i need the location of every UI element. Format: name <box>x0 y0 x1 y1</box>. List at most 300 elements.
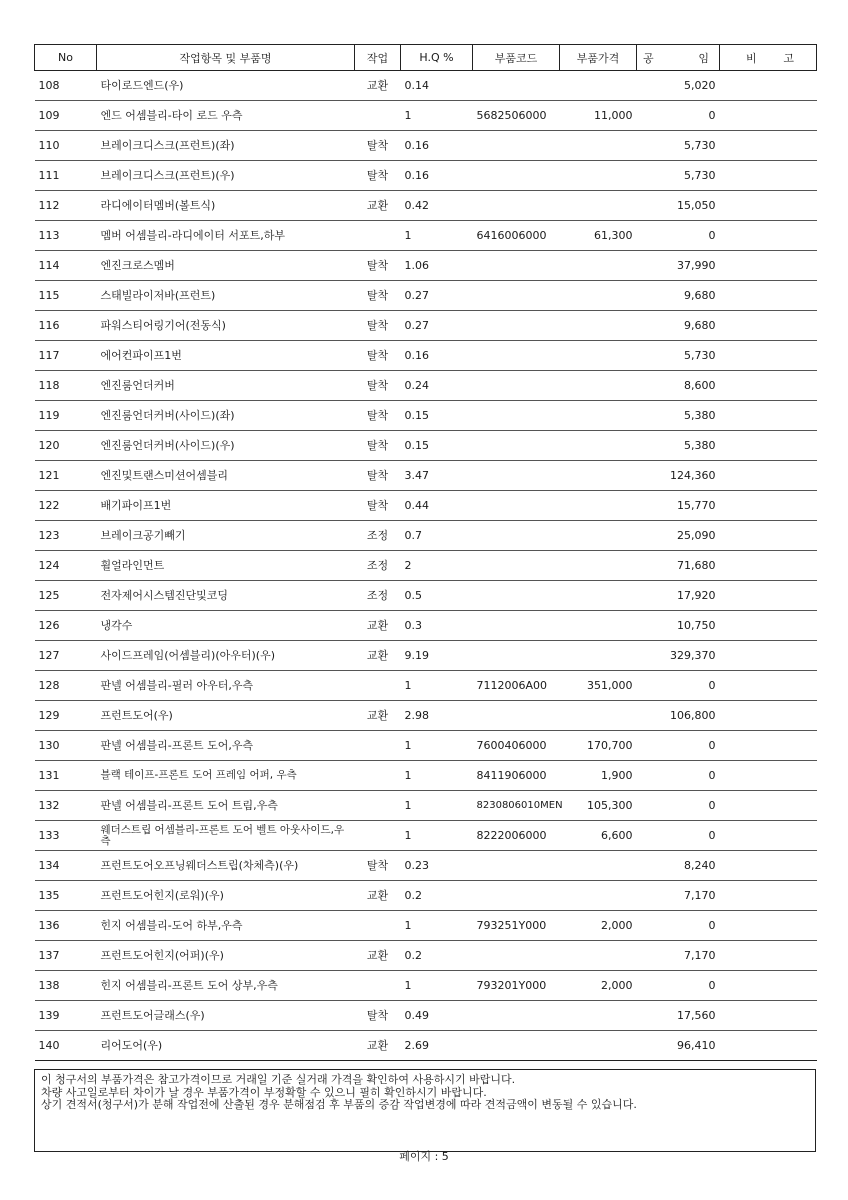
cell-code <box>473 281 560 311</box>
cell-item: 멤버 어셈블리-라디에이터 서포트,하부 <box>100 229 285 242</box>
cell-work <box>355 761 401 791</box>
cell-note <box>720 371 817 401</box>
cell-hq: 0.42 <box>404 199 429 212</box>
cell-no: 122 <box>38 499 60 512</box>
cell-work: 탈착 <box>366 169 389 182</box>
cell-code <box>473 491 560 521</box>
table-row <box>35 371 817 401</box>
cell-price: 105,300 <box>587 799 633 812</box>
cell-no: 119 <box>38 409 60 422</box>
cell-work: 교환 <box>366 619 389 632</box>
cell-price <box>560 611 637 641</box>
cell-price <box>560 941 637 971</box>
cell-work <box>355 911 401 941</box>
cell-no: 111 <box>38 169 60 182</box>
cell-work <box>355 221 401 251</box>
cell-code <box>473 461 560 491</box>
cell-code <box>473 701 560 731</box>
cell-item: 스태빌라이저바(프런트) <box>100 289 216 302</box>
cell-code <box>473 641 560 671</box>
cell-note <box>720 71 817 101</box>
table-row <box>35 911 817 941</box>
cell-item: 브레이크디스크(프런트)(우) <box>100 169 235 182</box>
table-row <box>35 431 817 461</box>
cell-note <box>720 761 817 791</box>
cell-item: 힌지 어셈블리-도어 하부,우측 <box>100 919 243 932</box>
cell-hq: 0.7 <box>404 529 422 542</box>
cell-work: 탈착 <box>366 319 389 332</box>
cell-no: 131 <box>38 769 60 782</box>
cell-labor: 9,680 <box>684 319 716 332</box>
cell-price: 170,700 <box>587 739 633 752</box>
cell-code <box>473 581 560 611</box>
cell-item: 에어컨파이프1번 <box>100 349 182 362</box>
cell-item: 블랙 테이프-프론트 도어 프레임 어퍼, 우측 <box>100 769 297 781</box>
table-row <box>35 101 817 131</box>
cell-note <box>720 1001 817 1031</box>
cell-note <box>720 101 817 131</box>
table-row <box>35 671 817 701</box>
cell-no: 134 <box>38 859 60 872</box>
cell-item: 프런트도어글래스(우) <box>100 1009 205 1022</box>
cell-no: 139 <box>38 1009 60 1022</box>
cell-code: 8411906000 <box>476 769 547 782</box>
cell-hq: 0.14 <box>404 79 429 92</box>
cell-note <box>720 641 817 671</box>
cell-price: 2,000 <box>601 919 633 932</box>
cell-labor: 106,800 <box>670 709 716 722</box>
cell-item: 배기파이프1번 <box>100 499 172 512</box>
cell-labor: 5,730 <box>684 349 716 362</box>
cell-work <box>355 671 401 701</box>
cell-hq: 1 <box>404 109 412 122</box>
cell-work: 교환 <box>366 79 389 92</box>
cell-note <box>720 131 817 161</box>
table-row <box>35 251 817 281</box>
cell-work: 교환 <box>366 1039 389 1052</box>
cell-note <box>720 461 817 491</box>
cell-no: 121 <box>38 469 60 482</box>
notice-line: 차량 사고일로부터 차이가 날 경우 부품가격이 부정확할 수 있으니 필히 확인하시기 바랍니다. <box>41 1085 487 1099</box>
cell-price <box>560 881 637 911</box>
header-work: 작업 <box>355 45 401 71</box>
table-row <box>35 311 817 341</box>
cell-item: 브레이크공기빼기 <box>100 529 186 542</box>
cell-hq: 0.15 <box>404 409 429 422</box>
cell-price <box>560 701 637 731</box>
cell-code <box>473 851 560 881</box>
cell-work <box>355 101 401 131</box>
table-row <box>35 731 817 761</box>
table-row <box>35 851 817 881</box>
cell-hq: 0.27 <box>404 289 429 302</box>
cell-price <box>560 851 637 881</box>
cell-code: 8222006000 <box>476 829 547 842</box>
cell-work: 탈착 <box>366 499 389 512</box>
cell-note <box>720 431 817 461</box>
cell-labor: 124,360 <box>670 469 716 482</box>
cell-price <box>560 71 637 101</box>
cell-labor: 7,170 <box>684 889 716 902</box>
cell-price <box>560 1031 637 1061</box>
table-row <box>35 161 817 191</box>
cell-price: 2,000 <box>601 979 633 992</box>
cell-labor: 37,990 <box>677 259 716 272</box>
cell-hq: 3.47 <box>404 469 429 482</box>
cell-no: 108 <box>38 79 60 92</box>
table-row <box>35 131 817 161</box>
cell-work: 교환 <box>366 709 389 722</box>
cell-note <box>720 581 817 611</box>
cell-note <box>720 281 817 311</box>
cell-no: 133 <box>38 829 60 842</box>
cell-no: 109 <box>38 109 60 122</box>
cell-work: 교환 <box>366 649 389 662</box>
cell-price <box>560 131 637 161</box>
header-labor-a: 공 <box>643 51 654 65</box>
cell-hq: 1 <box>404 799 412 812</box>
table-row <box>35 701 817 731</box>
cell-work: 조정 <box>366 589 389 602</box>
cell-labor: 0 <box>708 109 716 122</box>
cell-work <box>355 821 401 851</box>
cell-hq: 1 <box>404 919 412 932</box>
table-row <box>35 491 817 521</box>
cell-no: 138 <box>38 979 60 992</box>
cell-note <box>720 191 817 221</box>
cell-hq: 2 <box>404 559 412 572</box>
table-row <box>35 221 817 251</box>
cell-labor: 5,730 <box>684 169 716 182</box>
cell-item: 힌지 어셈블리-프론트 도어 상부,우측 <box>100 979 278 992</box>
cell-labor: 8,600 <box>684 379 716 392</box>
cell-hq: 2.98 <box>404 709 429 722</box>
cell-work: 탈착 <box>366 409 389 422</box>
cell-note <box>720 161 817 191</box>
cell-item: 엔드 어셈블리-타이 로드 우측 <box>100 109 243 122</box>
cell-code <box>473 371 560 401</box>
cell-labor: 15,770 <box>677 499 716 512</box>
cell-code <box>473 401 560 431</box>
cell-no: 110 <box>38 139 60 152</box>
cell-code: 793251Y000 <box>476 919 547 932</box>
cell-no: 125 <box>38 589 60 602</box>
cell-hq: 1 <box>404 229 412 242</box>
cell-no: 137 <box>38 949 60 962</box>
cell-price <box>560 581 637 611</box>
header-labor <box>637 45 720 71</box>
table-row <box>35 1031 817 1061</box>
cell-note <box>720 251 817 281</box>
cell-price <box>560 161 637 191</box>
cell-item: 판넬 어셈블리-필러 아우터,우측 <box>100 679 254 692</box>
cell-price <box>560 1001 637 1031</box>
header-code: 부품코드 <box>473 45 560 71</box>
table-row <box>35 791 817 821</box>
cell-item: 휠얼라인먼트 <box>100 559 165 572</box>
cell-code <box>473 941 560 971</box>
cell-no: 129 <box>38 709 60 722</box>
cell-note <box>720 521 817 551</box>
cell-hq: 0.2 <box>404 949 422 962</box>
cell-item: 리어도어(우) <box>100 1039 163 1052</box>
cell-note <box>720 791 817 821</box>
cell-code: 6416006000 <box>476 229 547 242</box>
notice-line: 상기 견적서(청구서)가 분해 작업전에 산출된 경우 분해점검 후 부품의 증감 작업변경에 따라 견적금액이 변동될 수 있습니다. <box>41 1098 637 1111</box>
cell-item: 웨더스트립 어셈블리-프론트 도어 벨트 아웃사이드,우측 <box>100 823 345 847</box>
cell-code: 7112006A00 <box>476 679 548 692</box>
cell-item: 프런트도어오프닝웨더스트립(차체측)(우) <box>100 859 299 872</box>
cell-hq: 0.16 <box>404 169 429 182</box>
cell-item: 판넬 어셈블리-프론트 도어,우측 <box>100 739 254 752</box>
cell-item: 사이드프레임(어셈블리)(아우터)(우) <box>100 649 276 662</box>
header-row <box>35 45 817 71</box>
cell-price: 11,000 <box>594 109 633 122</box>
cell-note <box>720 971 817 1001</box>
cell-item: 파워스티어링기어(전동식) <box>100 319 226 332</box>
cell-note <box>720 671 817 701</box>
cell-labor: 7,170 <box>684 949 716 962</box>
cell-no: 127 <box>38 649 60 662</box>
table-row <box>35 71 817 101</box>
cell-note <box>720 731 817 761</box>
table-row <box>35 521 817 551</box>
cell-note <box>720 221 817 251</box>
cell-item: 냉각수 <box>100 619 133 632</box>
cell-item: 엔진룸언더커버(사이드)(좌) <box>100 409 235 422</box>
cell-price: 351,000 <box>587 679 633 692</box>
cell-code <box>473 131 560 161</box>
header-note-a: 비 <box>746 51 757 65</box>
cell-labor: 71,680 <box>677 559 716 572</box>
cell-item: 엔진및트랜스미션어셈블리 <box>100 469 229 482</box>
cell-no: 120 <box>38 439 60 452</box>
table-row <box>35 641 817 671</box>
cell-hq: 0.44 <box>404 499 429 512</box>
cell-code <box>473 71 560 101</box>
cell-labor: 10,750 <box>677 619 716 632</box>
cell-code: 8230806010MEN <box>476 799 563 811</box>
table-row <box>35 971 817 1001</box>
table-row <box>35 191 817 221</box>
table-row <box>35 341 817 371</box>
cell-labor: 17,560 <box>677 1009 716 1022</box>
cell-code <box>473 1001 560 1031</box>
cell-work: 탈착 <box>366 259 389 272</box>
cell-price <box>560 641 637 671</box>
cell-no: 135 <box>38 889 60 902</box>
cell-item: 프런트도어힌지(로워)(우) <box>100 889 224 902</box>
estimate-table <box>34 44 817 1061</box>
cell-note <box>720 311 817 341</box>
cell-labor: 0 <box>708 739 716 752</box>
cell-note <box>720 491 817 521</box>
cell-hq: 0.27 <box>404 319 429 332</box>
cell-no: 132 <box>38 799 60 812</box>
header-hq: H.Q % <box>401 45 473 71</box>
cell-item: 엔진크로스멤버 <box>100 259 175 272</box>
cell-code <box>473 611 560 641</box>
header-item: 작업항목 및 부품명 <box>97 45 355 71</box>
cell-price: 6,600 <box>601 829 633 842</box>
cell-labor: 17,920 <box>677 589 716 602</box>
header-no: No <box>35 45 97 71</box>
cell-no: 114 <box>38 259 60 272</box>
cell-code <box>473 551 560 581</box>
cell-note <box>720 341 817 371</box>
cell-note <box>720 911 817 941</box>
cell-labor: 25,090 <box>677 529 716 542</box>
cell-work <box>355 971 401 1001</box>
cell-code: 5682506000 <box>476 109 547 122</box>
cell-work: 탈착 <box>366 139 389 152</box>
header-note <box>720 45 817 71</box>
cell-note <box>720 701 817 731</box>
cell-note <box>720 881 817 911</box>
cell-labor: 5,730 <box>684 139 716 152</box>
cell-no: 118 <box>38 379 60 392</box>
cell-no: 113 <box>38 229 60 242</box>
cell-price <box>560 551 637 581</box>
cell-hq: 0.16 <box>404 139 429 152</box>
cell-code <box>473 431 560 461</box>
cell-labor: 15,050 <box>677 199 716 212</box>
cell-labor: 96,410 <box>677 1039 716 1052</box>
cell-labor: 0 <box>708 769 716 782</box>
cell-code <box>473 251 560 281</box>
cell-work: 조정 <box>366 559 389 572</box>
cell-code: 793201Y000 <box>476 979 547 992</box>
cell-work <box>355 731 401 761</box>
notice-box <box>34 1069 816 1152</box>
header-price: 부품가격 <box>560 45 637 71</box>
cell-no: 136 <box>38 919 60 932</box>
cell-no: 126 <box>38 619 60 632</box>
cell-no: 112 <box>38 199 60 212</box>
cell-work: 탈착 <box>366 1009 389 1022</box>
header-note-b: 고 <box>783 51 794 65</box>
cell-code <box>473 1031 560 1061</box>
cell-note <box>720 851 817 881</box>
table-row <box>35 551 817 581</box>
cell-hq: 0.16 <box>404 349 429 362</box>
table-row <box>35 1001 817 1031</box>
cell-labor: 0 <box>708 799 716 812</box>
cell-hq: 0.3 <box>404 619 422 632</box>
cell-no: 124 <box>38 559 60 572</box>
cell-labor: 9,680 <box>684 289 716 302</box>
cell-code <box>473 161 560 191</box>
cell-labor: 0 <box>708 229 716 242</box>
table-row <box>35 821 817 851</box>
cell-price <box>560 461 637 491</box>
cell-code <box>473 191 560 221</box>
cell-hq: 0.5 <box>404 589 422 602</box>
cell-price: 61,300 <box>594 229 633 242</box>
cell-labor: 5,380 <box>684 439 716 452</box>
cell-item: 엔진룸언더커버 <box>100 379 175 392</box>
table-row <box>35 401 817 431</box>
cell-work: 탈착 <box>366 289 389 302</box>
cell-hq: 0.24 <box>404 379 429 392</box>
cell-work: 조정 <box>366 529 389 542</box>
cell-item: 라디에이터멤버(볼트식) <box>100 199 216 212</box>
cell-price: 1,900 <box>601 769 633 782</box>
cell-price <box>560 431 637 461</box>
cell-no: 115 <box>38 289 60 302</box>
cell-hq: 1 <box>404 829 412 842</box>
cell-price <box>560 251 637 281</box>
cell-price <box>560 281 637 311</box>
cell-hq: 0.49 <box>404 1009 429 1022</box>
header-labor-b: 임 <box>698 51 709 65</box>
cell-price <box>560 341 637 371</box>
cell-no: 128 <box>38 679 60 692</box>
cell-code <box>473 521 560 551</box>
cell-code <box>473 311 560 341</box>
cell-no: 116 <box>38 319 60 332</box>
cell-hq: 2.69 <box>404 1039 429 1052</box>
cell-work: 탈착 <box>366 439 389 452</box>
cell-note <box>720 401 817 431</box>
cell-item: 브레이크디스크(프런트)(좌) <box>100 139 235 152</box>
cell-hq: 9.19 <box>404 649 429 662</box>
cell-no: 140 <box>38 1039 60 1052</box>
cell-hq: 1.06 <box>404 259 429 272</box>
table-row <box>35 941 817 971</box>
cell-code: 7600406000 <box>476 739 547 752</box>
cell-no: 130 <box>38 739 60 752</box>
cell-note <box>720 551 817 581</box>
cell-price <box>560 521 637 551</box>
cell-work: 탈착 <box>366 469 389 482</box>
cell-item: 전자제어시스템진단및코딩 <box>100 589 229 602</box>
cell-note <box>720 1031 817 1061</box>
table-row <box>35 281 817 311</box>
cell-work: 탈착 <box>366 349 389 362</box>
cell-hq: 0.23 <box>404 859 429 872</box>
cell-labor: 5,020 <box>684 79 716 92</box>
cell-price <box>560 311 637 341</box>
table-row <box>35 611 817 641</box>
cell-work: 교환 <box>366 889 389 902</box>
cell-price <box>560 191 637 221</box>
cell-work: 탈착 <box>366 859 389 872</box>
cell-hq: 0.2 <box>404 889 422 902</box>
table-row <box>35 581 817 611</box>
cell-labor: 5,380 <box>684 409 716 422</box>
cell-no: 123 <box>38 529 60 542</box>
notice-line: 이 청구서의 부품가격은 참고가격이므로 거래일 기준 실거래 가격을 확인하여 사용하시기 바랍니다. <box>41 1073 516 1086</box>
cell-labor: 329,370 <box>670 649 716 662</box>
cell-item: 타이로드엔드(우) <box>100 79 184 92</box>
cell-note <box>720 611 817 641</box>
cell-hq: 1 <box>404 979 412 992</box>
cell-price <box>560 401 637 431</box>
cell-work: 탈착 <box>366 379 389 392</box>
table-row <box>35 881 817 911</box>
table-row <box>35 761 817 791</box>
cell-work <box>355 791 401 821</box>
cell-code <box>473 341 560 371</box>
cell-work: 교환 <box>366 949 389 962</box>
cell-price <box>560 491 637 521</box>
cell-note <box>720 941 817 971</box>
cell-hq: 1 <box>404 739 412 752</box>
cell-hq: 1 <box>404 679 412 692</box>
table-row <box>35 461 817 491</box>
cell-hq: 0.15 <box>404 439 429 452</box>
